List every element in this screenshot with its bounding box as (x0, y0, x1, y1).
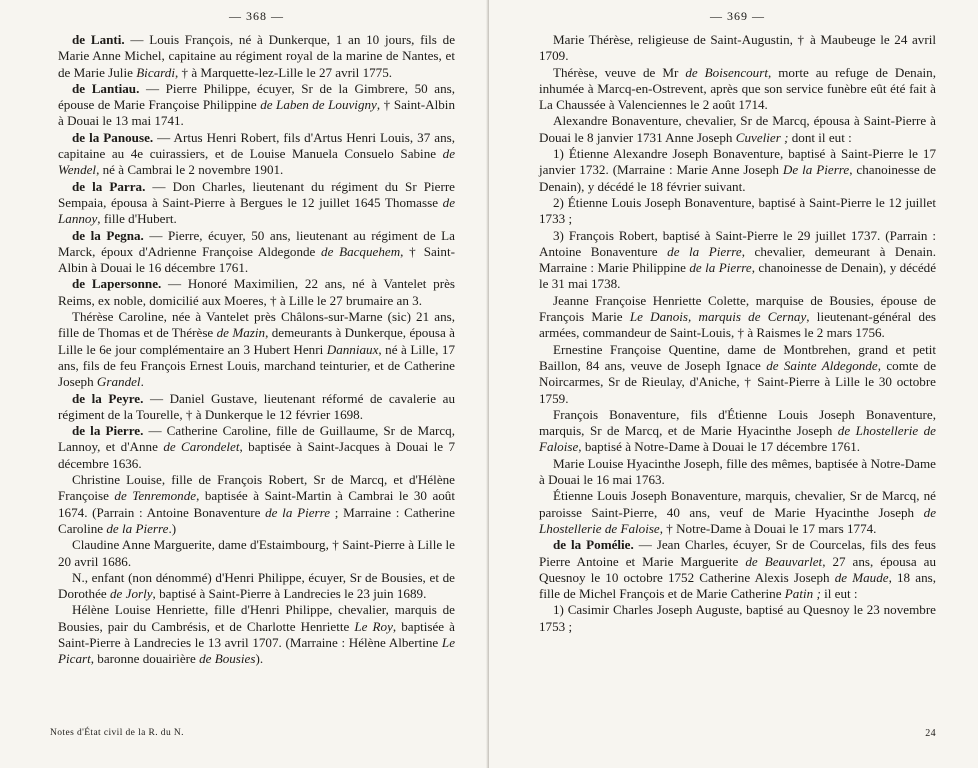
entry-name: de Lapersonne. (72, 276, 162, 292)
entry-text: , fille d'Hubert. (97, 211, 177, 227)
entry-text: Marie Thérèse, religieuse de Saint-Augustin, † à Maubeuge le 24 avril 1709. (539, 32, 936, 64)
entry-text: — Jean Charles, écuyer, Sr de Courcelas, fils des feus Pierre Antoine et Marie Marguerite (539, 537, 937, 569)
italic-name: de Jorly (110, 586, 153, 602)
entry-paragraph (539, 602, 936, 635)
entry-text: Jeanne Françoise Henriette Colette, marquise de Bousies, épouse de François Marie (539, 292, 936, 325)
entry-paragraph (58, 179, 455, 228)
italic-name: de Sainte Aldegonde (766, 357, 878, 373)
page-footer (50, 728, 936, 739)
entry-name: de la Parra. (72, 178, 146, 194)
italic-name: de Mazin (216, 325, 266, 341)
entry-text: , baronne douairière (90, 651, 200, 667)
left-page-text (58, 32, 455, 668)
entry-text: , comte de Noircarmes, Sr de Rieulay, d'Aniche, † Saint-Pierre à Lille le 30 octobre 1759. (539, 357, 937, 406)
entry-text: — Louis François, né à Dunkerque, 1 an 10 jours, fils de Marie Anne Michel, capitaine au régiment royal de la marine de Nantes, et de Marie Julie (58, 32, 456, 80)
entry-paragraph (58, 423, 455, 472)
italic-name: de Laben de Louvigny (260, 97, 377, 113)
entry-text: , né à Cambrai le 2 novembre 1901. (96, 162, 284, 178)
entry-paragraph (58, 32, 455, 81)
entry-text: — Don Charles, lieutenant du régiment du Sr Pierre Sempaia, épousa à Saint-Pierre à Bergues le 12 juillet 1645 Thomasse (58, 178, 455, 210)
italic-name: Le Danois, marquis de Cernay (629, 309, 807, 325)
entry-text: ; Marraine : Catherine Caroline (58, 504, 455, 536)
entry-text: dont il eut : (788, 129, 852, 145)
entry-paragraph (539, 65, 936, 114)
entry-text: , demeurants à Dunkerque, épousa à Lille le 6e jour complémentaire an 3 Hubert Henri (58, 325, 455, 357)
entry-paragraph (58, 570, 455, 603)
entry-paragraph (58, 391, 455, 424)
entry-paragraph (58, 537, 455, 570)
italic-name: de Bousies (199, 651, 256, 667)
italic-name: Le Roy (354, 618, 393, 634)
entry-text: Christine Louise, fille de François Robert, Sr de Marcq, et d'Hélène Françoise (58, 472, 455, 504)
italic-name: de Carondelet (163, 439, 240, 455)
entry-text: Claudine Anne Marguerite, dame d'Estaimbourg, † Saint-Pierre à Lille le 20 avril 1686. (58, 537, 455, 569)
italic-name: Cuvelier ; (735, 129, 789, 145)
italic-name: de la Pierre (106, 520, 169, 536)
entry-text: Marie Louise Hyacinthe Joseph, fille des mêmes, baptisée à Notre-Dame à Douai le 16 mai 1763. (539, 455, 936, 488)
entry-text: , baptisé à Notre-Dame à Douai le 17 décembre 1761. (578, 439, 861, 455)
italic-name: de Lhostellerie de Faloise (539, 504, 936, 536)
footer-text: Notes d'État civil de la R. du N. (50, 728, 184, 738)
entry-text: — Honoré Maximilien, 22 ans, né à Vantelet près Reims, ex noble, domicilié aux Moeres, † à Lille le 27 brumaire an 3. (58, 276, 455, 308)
entry-paragraph (58, 81, 455, 130)
italic-name: Patin ; (784, 586, 821, 602)
italic-name: de Tenremonde (114, 488, 197, 504)
entry-paragraph (539, 228, 936, 293)
entry-text: 1) Étienne Alexandre Joseph Bonaventure, baptisé à Saint-Pierre le 17 janvier 1732. (Marraine : Marie Anne Joseph (539, 146, 936, 178)
entry-text: , † à Marquette-lez-Lille le 27 avril 1775. (174, 64, 393, 80)
entry-name: de la Panouse. (72, 129, 154, 145)
entry-paragraph (539, 195, 936, 228)
entry-text: , chanoinesse de Denain), y décédé le 31 mai 1738. (539, 260, 937, 292)
entry-text: , † Notre-Dame à Douai le 17 mars 1774. (659, 520, 877, 536)
entry-text: , baptisé à Saint-Pierre à Landrecies le 23 juin 1689. (152, 586, 427, 602)
entry-paragraph (58, 130, 455, 179)
entry-paragraph (58, 309, 455, 390)
entry-paragraph (58, 602, 455, 667)
right-page-text (539, 32, 936, 635)
entry-text: , 18 ans, fille de Michel François et de Marie Catherine (539, 569, 936, 602)
entry-text: , né à Lille, 17 ans, fils de feu François Ernest Louis, marchand teinturier, et de Catherine Joseph (58, 341, 455, 390)
entry-name: de la Pierre. (72, 423, 144, 439)
entry-text: — Pierre Philippe, écuyer, Sr de la Gimbrere, 50 ans, épouse de Marie Françoise Philippine (58, 80, 455, 113)
italic-name: de Boisencourt (685, 64, 768, 80)
entry-text: — Artus Henri Robert, fils d'Artus Henri Louis, 37 ans, capitaine au 4e cuirassiers, et de Louise Manuela Consuelo Sabine (58, 129, 455, 162)
entry-text: . (140, 374, 144, 390)
italic-name: de Wendel (58, 146, 455, 178)
entry-name: de la Pomélie. (553, 537, 634, 553)
entry-text: il eut : (820, 586, 858, 602)
entry-name: de la Peyre. (72, 390, 144, 406)
italic-name: de la Pierre (265, 504, 331, 520)
entry-paragraph (58, 228, 455, 277)
entry-text: N., enfant (non dénommé) d'Henri Philippe, écuyer, Sr de Bousies, et de Dorothée (58, 569, 455, 602)
italic-name: Grandel (96, 374, 141, 390)
entry-paragraph (539, 32, 936, 65)
entry-text: Étienne Louis Joseph Bonaventure, marquis, chevalier, Sr de Marcq, né paroisse Saint-Pierre, 40 ans, veuf de Marie Hyacinthe Joseph (539, 488, 936, 520)
italic-name: de la Pierre (667, 243, 742, 259)
entry-name: de Lanti. (72, 32, 125, 47)
italic-name: Danniaux (326, 341, 379, 357)
entry-text: Thérèse Caroline, née à Vantelet près Châlons-sur-Marne (sic) 21 ans, fille de Thomas et de Thérèse (58, 309, 455, 341)
entry-paragraph (539, 342, 936, 407)
entry-text: — Catherine Caroline, fille de Guillaume, Sr de Marcq, Lannoy, et d'Anne (58, 423, 456, 455)
entry-name: de la Pegna. (72, 227, 144, 243)
entry-text: — Daniel Gustave, lieutenant réformé de cavalerie au régiment de la Tourelle, † à Dunkerque le 12 février 1698. (58, 390, 456, 422)
entry-text: , chevalier, demeurant à Denain. Marraine : Marie Philippine (539, 243, 937, 276)
entry-paragraph (539, 488, 936, 537)
entry-text: François Bonaventure, fils d'Étienne Louis Joseph Bonaventure, marquis, Sr de Marcq, et de Marie Hyacinthe Joseph (539, 406, 936, 439)
entry-text: .) (168, 520, 177, 536)
page-number-left: — 368 — (229, 9, 284, 23)
italic-name: de Bacquehem (321, 243, 401, 259)
entry-text: Alexandre Bonaventure, chevalier, Sr de Marcq, épousa à Saint-Pierre à Douai le 8 janvier 1731 Anne Joseph (539, 113, 936, 145)
italic-name: de la Pierre (689, 260, 752, 276)
entry-text: , 27 ans, épousa au Quesnoy le 10 octobre 1752 Catherine Alexis Joseph (539, 553, 936, 585)
italic-name: Bicardi (136, 64, 175, 80)
signature-mark: 24 (925, 728, 936, 739)
entry-paragraph (539, 293, 936, 342)
entry-text: ). (255, 651, 264, 667)
entry-text: , baptisée à Saint-Jacques à Douai le 7 décembre 1636. (58, 439, 456, 471)
italic-name: de Lannoy (58, 194, 455, 227)
entry-name: de Lantiau. (72, 80, 140, 96)
entry-text: , lieutenant-général des armées, commandeur de Saint-Louis, † à Raismes le 2 mars 1756. (539, 309, 936, 341)
entry-text: Ernestine Françoise Quentine, dame de Montbrehen, grand et petit Baillon, 84 ans, veuve de Joseph Ignace (539, 341, 936, 373)
entry-paragraph (539, 456, 936, 489)
entry-paragraph (58, 276, 455, 309)
entry-text: Thérèse, veuve de Mr (553, 64, 686, 80)
entry-text: , chanoinesse de Denain), y décédé le 18 février suivant. (539, 162, 936, 194)
right-page (489, 0, 978, 768)
entry-paragraph (539, 146, 936, 195)
entry-paragraph (539, 537, 936, 602)
entry-text: , morte au refuge de Denain, inhumée à Marcq-en-Ostrevent, après que son service funèbre eût été fait à La Chaussée à Valenciennes le 2 août 1714. (539, 64, 936, 113)
entry-text: — Pierre, écuyer, 50 ans, lieutenant au régiment de La Marck, époux d'Adrienne Françoise Aldegonde (58, 227, 455, 259)
entry-paragraph (539, 113, 936, 146)
entry-text: 2) Étienne Louis Joseph Bonaventure, baptisé à Saint-Pierre le 12 juillet 1733 ; (539, 194, 936, 227)
entry-paragraph (539, 407, 936, 456)
entry-text: , † Saint-Albin à Douai le 13 mai 1741. (58, 97, 455, 129)
italic-name: de Lhostellerie de Faloise (539, 423, 936, 455)
entry-paragraph (58, 472, 455, 537)
entry-text: , baptisée à Saint-Pierre à Landrecies le 13 avril 1707. (Marraine : Hélène Albertine (58, 618, 455, 650)
entry-text: Hélène Louise Henriette, fille d'Henri Philippe, chevalier, marquis de Bousies, pair du Cambrésis, et de Charlotte Henriette (58, 602, 455, 634)
italic-name: de Maude (834, 569, 889, 585)
italic-name: De la Pierre (782, 162, 850, 178)
entry-text: , † Saint-Albin à Douai le 16 décembre 1761. (58, 243, 455, 276)
entry-text: 3) François Robert, baptisé à Saint-Pierre le 29 juillet 1737. (Parrain : Antoine Bonaventure (539, 227, 936, 259)
italic-name: Le Picart (58, 634, 455, 667)
italic-name: de Beauvarlet (745, 553, 823, 569)
entry-text: , baptisée à Saint-Martin à Cambrai le 30 août 1674. (Parrain : Antoine Bonaventure (58, 488, 455, 520)
page-number-right: — 369 — (710, 9, 765, 23)
entry-text: 1) Casimir Charles Joseph Auguste, baptisé au Quesnoy le 23 novembre 1753 ; (539, 602, 936, 634)
